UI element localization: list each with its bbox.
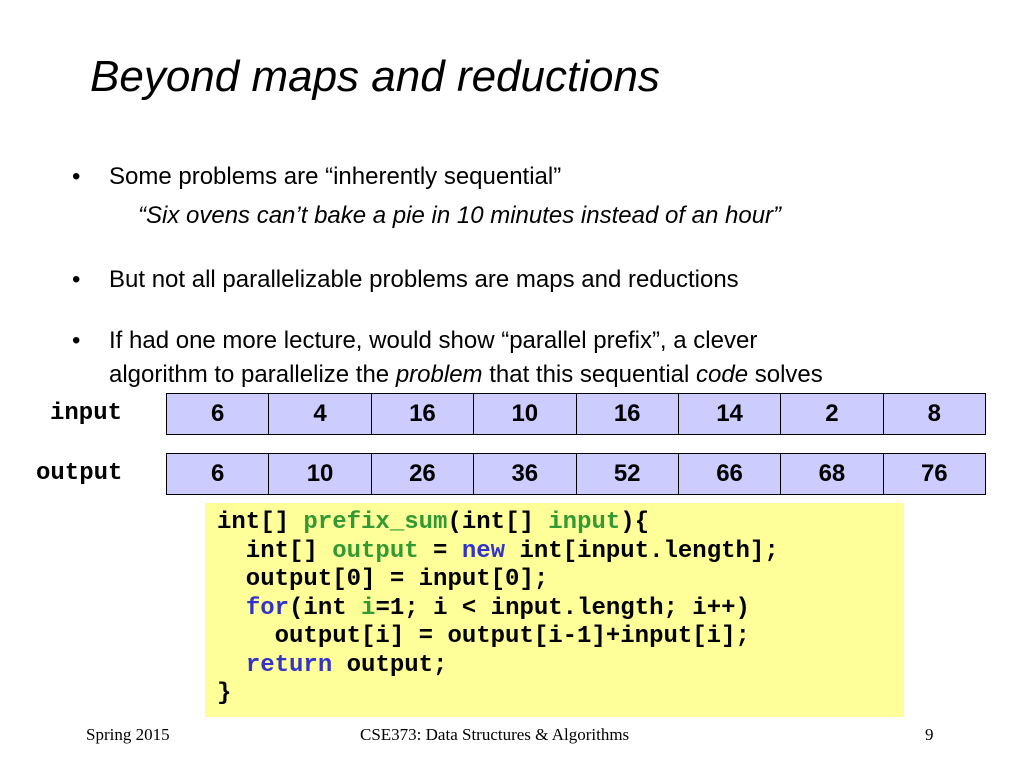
bullet-text — [109, 324, 823, 392]
bullet-text: But not all parallelizable problems are maps and reductions — [109, 266, 739, 293]
input-cell: 6 — [167, 394, 269, 434]
code-token: new — [461, 537, 506, 565]
code-token — [217, 652, 246, 679]
output-cell: 6 — [167, 454, 269, 494]
slide-title: Beyond maps and reductions — [90, 52, 660, 101]
input-cell: 8 — [927, 400, 941, 427]
code-token: int[] — [217, 537, 333, 565]
code-token: = — [418, 537, 462, 565]
code-token: (int[] — [447, 509, 549, 536]
code-line — [217, 566, 904, 595]
emphasis-problem: problem — [395, 361, 483, 388]
input-cell: 10 — [474, 394, 576, 434]
bullet-dot: • — [72, 327, 81, 354]
input-array-label: input — [50, 400, 123, 427]
code-token: int[] — [217, 509, 304, 536]
code-block — [205, 503, 904, 717]
code-token: output; — [332, 651, 448, 679]
code-line — [217, 509, 904, 538]
emphasis-code: code — [696, 361, 749, 388]
code-token: prefix_sum — [303, 509, 448, 536]
code-token: } — [217, 680, 232, 707]
code-token: input — [548, 509, 621, 536]
input-cell: 16 — [372, 394, 474, 434]
code-token: ){ — [620, 509, 650, 536]
code-token: return — [245, 651, 333, 679]
footer-course: CSE373: Data Structures & Algorithms — [360, 725, 630, 744]
quote-ovens: “Six ovens can’t bake a pie in 10 minutes instead of an hour” — [138, 202, 782, 229]
output-cell: 36 — [474, 454, 576, 494]
code-line — [217, 538, 904, 567]
output-cell: 10 — [269, 454, 371, 494]
input-cell: 2 — [781, 394, 883, 434]
output-cell: 52 — [577, 454, 679, 494]
bullet-line-2-post: solves — [748, 361, 823, 388]
input-array — [166, 393, 986, 435]
code-token: i — [361, 594, 376, 622]
output-array-label: output — [36, 460, 123, 487]
input-cell: 14 — [679, 394, 781, 434]
bullet-dot: • — [72, 266, 81, 293]
code-line — [217, 652, 904, 681]
code-token: for — [245, 594, 290, 622]
code-token: output[i] = output[i-1]+input[i]; — [217, 623, 750, 650]
output-cell: 76 — [920, 460, 948, 487]
code-line — [217, 680, 904, 709]
input-cell: 16 — [577, 394, 679, 434]
output-cell: 26 — [372, 454, 474, 494]
code-line — [217, 623, 904, 652]
code-token: =1; i < input.length; i++) — [375, 594, 750, 622]
output-cell: 68 — [781, 454, 883, 494]
code-line — [217, 595, 904, 624]
bullet-line-1: If had one more lecture, would show “parallel prefix”, a clever — [109, 327, 758, 354]
code-token: (int — [289, 594, 362, 622]
output-array — [166, 453, 986, 495]
code-token: output — [332, 537, 419, 565]
bullet-dot: • — [72, 163, 81, 190]
footer-term: Spring 2015 — [86, 725, 170, 744]
code-token — [217, 595, 246, 622]
bullet-text: Some problems are “inherently sequential” — [109, 163, 562, 190]
bullet-line-2-pre: algorithm to parallelize the — [109, 361, 396, 388]
code-token: int[input.length]; — [505, 537, 779, 565]
bullet-line-2-mid: that this sequential — [482, 361, 697, 388]
page-number: 9 — [925, 725, 934, 744]
input-cell: 4 — [269, 394, 371, 434]
code-token: output[0] = input[0]; — [217, 566, 549, 593]
output-cell: 66 — [679, 454, 781, 494]
